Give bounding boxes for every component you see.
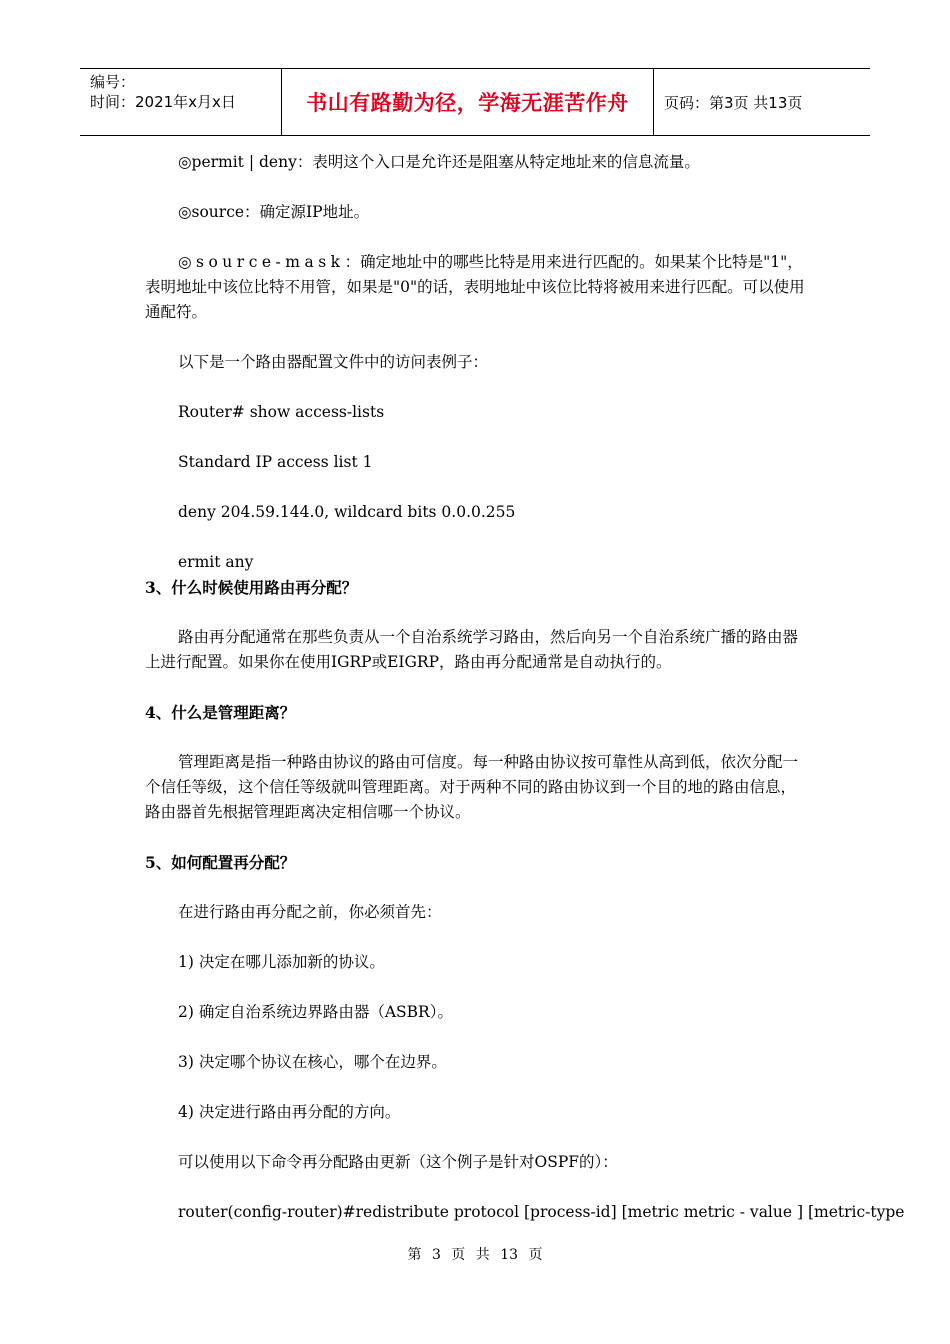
time-label: 时间：2021年x月x日 (90, 93, 236, 111)
source-mask-term: ◎source-mask (178, 253, 345, 271)
paragraph-source-mask (145, 250, 810, 325)
page-header (80, 68, 870, 136)
header-motto: 书山有路勤为径，学海无涯苦作舟 (282, 69, 654, 135)
header-meta-cell (80, 69, 282, 135)
heading-q4: 4、什么是管理距离？ (145, 703, 296, 722)
code-permit-any: ermit any (178, 553, 254, 571)
heading-q3: 3、什么时候使用路由再分配？ (145, 578, 358, 597)
source-mask-desc: ：确定地址中的哪些比特是用来进行匹配的。如果某个比特是"1"，表明地址中该位比特不用管，如果是"0"的话，表明地址中该位比特将被用来进行匹配。可以使用通配符。 (145, 253, 805, 321)
header-page-label: 页码：第3页 共13页 (664, 93, 803, 112)
paragraph-permit-deny: ◎permit | deny：表明这个入口是允许还是阻塞从特定地址来的信息流量。 (178, 153, 700, 171)
paragraph-source: ◎source：确定源IP地址。 (178, 203, 370, 221)
paragraph-admin-distance: 管理距离是指一种路由协议的路由可信度。每一种路由协议按可靠性从高到低，依次分配一个信任等级，这个信任等级就叫管理距离。对于两种不同的路由协议到一个目的地的路由信息，路由器首先根据管理距离决定相信哪一个协议。 (145, 753, 799, 821)
list-item-3: 3) 决定哪个协议在核心，哪个在边界。 (178, 1053, 447, 1071)
code-deny-line: deny 204.59.144.0, wildcard bits 0.0.0.255 (178, 503, 516, 521)
paragraph-command-intro: 可以使用以下命令再分配路由更新（这个例子是针对OSPF的）： (178, 1153, 618, 1171)
code-redistribute: router(config-router)#redistribute protocol [process-id] [metric metric - value ] [metric-type (178, 1203, 905, 1221)
list-item-2: 2) 确定自治系统边界路由器（ASBR）。 (178, 1003, 453, 1021)
paragraph-redistribution: 路由再分配通常在那些负责从一个自治系统学习路由，然后向另一个自治系统广播的路由器上进行配置。如果你在使用IGRP或EIGRP，路由再分配通常是自动执行的。 (145, 628, 799, 671)
code-standard-list: Standard IP access list 1 (178, 453, 373, 471)
paragraph-example-intro: 以下是一个路由器配置文件中的访问表例子： (178, 353, 489, 371)
paragraph-prereq: 在进行路由再分配之前，你必须首先： (178, 903, 442, 921)
document-body (145, 150, 905, 1225)
code-show-access-lists: Router# show access-lists (178, 403, 385, 421)
serial-label: 编号： (90, 73, 136, 91)
heading-q5: 5、如何配置再分配？ (145, 853, 296, 872)
list-item-4: 4) 决定进行路由再分配的方向。 (178, 1103, 401, 1121)
list-item-1: 1) 决定在哪儿添加新的协议。 (178, 953, 385, 971)
page-footer: 第 3 页 共 13 页 (407, 1247, 543, 1263)
